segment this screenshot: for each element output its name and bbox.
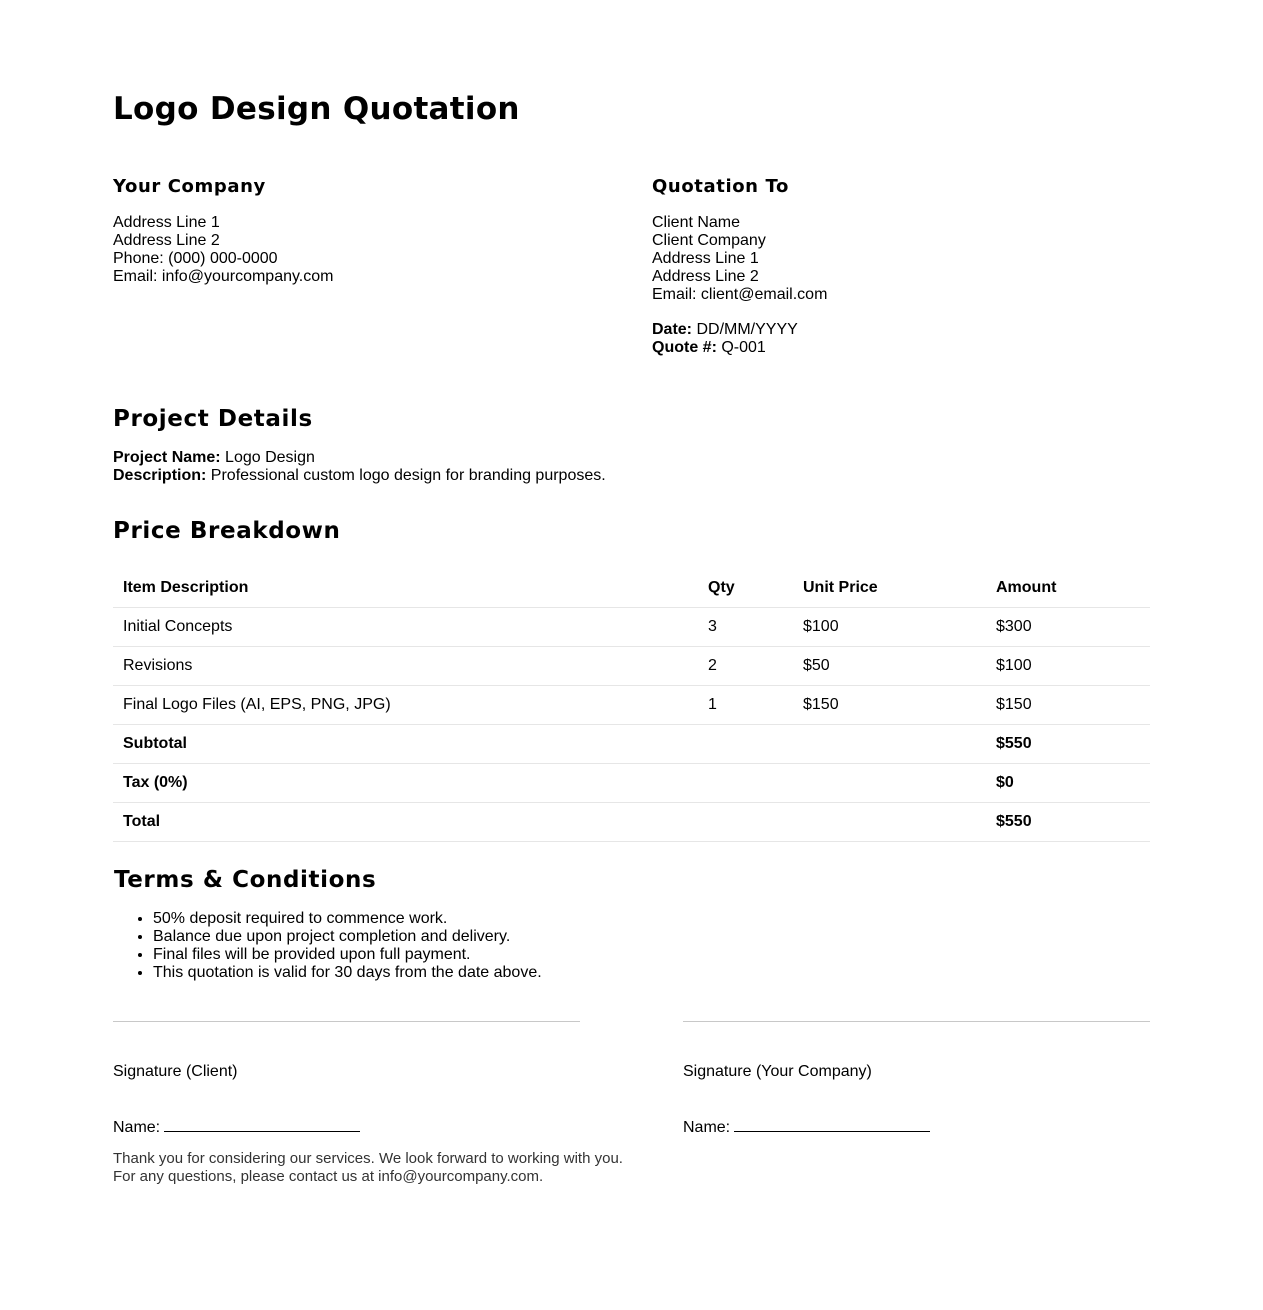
client-signature-label: Signature (Client) [113,1063,238,1080]
table-header-row [113,569,1150,608]
item-unit-price: $100 [793,608,986,647]
company-address-line-1: Address Line 1 [113,214,220,231]
company-signature-label: Signature (Your Company) [683,1063,872,1080]
table-row [113,608,1150,647]
name-label: Name: [683,1119,731,1136]
tax-label: Tax (0%) [113,764,986,803]
company-heading: Your Company [113,176,266,197]
document-title: Logo Design Quotation [113,91,520,127]
signature-line [113,1021,580,1022]
item-qty: 3 [698,608,793,647]
client-heading: Quotation To [652,176,789,197]
project-details [113,405,606,485]
subtotal-label: Subtotal [113,725,986,764]
terms-and-conditions [114,866,542,982]
item-amount: $100 [986,647,1150,686]
item-unit-price: $150 [793,686,986,725]
item-description: Final Logo Files (AI, EPS, PNG, JPG) [113,686,698,725]
project-name [113,449,606,467]
date-label: Date: [652,321,693,338]
date-value: DD/MM/YYYY [696,321,798,338]
tax-row [113,764,1150,803]
price-breakdown [113,517,1150,842]
footer-note [113,1150,623,1186]
table-row [113,686,1150,725]
terms-list [114,910,542,982]
client-name: Client Name [652,214,741,231]
client-address-line-1: Address Line 1 [652,250,759,267]
list-item: • Final files will be provided upon full payment. [153,946,542,964]
column-header: Unit Price [793,569,986,608]
client-address-line-2: Address Line 2 [652,268,759,285]
company-phone: Phone: (000) 000-0000 [113,250,278,267]
column-header: Item Description [113,569,698,608]
column-header: Qty [698,569,793,608]
project-description-label: Description: [113,467,207,484]
project-description-value: Professional custom logo design for branding purposes. [210,467,606,484]
name-label: Name: [113,1119,161,1136]
total-amount: $550 [986,803,1150,842]
list-item: • Balance due upon project completion and delivery. [153,928,542,946]
project-description [113,467,606,485]
quote-number-label: Quote #: [652,339,717,356]
company-address-line-2: Address Line 2 [113,232,220,249]
total-row [113,803,1150,842]
footer-line-2: For any questions, please contact us at info@yourcompany.com. [113,1168,544,1185]
list-item: • This quotation is valid for 30 days from the date above. [153,964,542,982]
company-email: Email: info@yourcompany.com [113,268,334,285]
price-table [113,569,1150,842]
tax-amount: $0 [986,764,1150,803]
client-name-field [113,1117,580,1137]
client-company: Client Company [652,232,766,249]
company-signature-block [683,1021,1150,1137]
signature-line [683,1021,1150,1022]
project-name-label: Project Name: [113,449,221,466]
subtotal-row [113,725,1150,764]
total-label: Total [113,803,986,842]
project-name-value: Logo Design [225,449,315,466]
item-description: Revisions [113,647,698,686]
price-heading: Price Breakdown [113,518,341,544]
name-blank-line [164,1117,360,1132]
project-heading: Project Details [113,406,313,432]
subtotal-amount: $550 [986,725,1150,764]
item-amount: $300 [986,608,1150,647]
quote-date [652,321,1132,339]
client-signature-block [113,1021,580,1137]
list-item: • 50% deposit required to commence work. [153,910,542,928]
quote-number [652,339,1132,357]
item-qty: 2 [698,647,793,686]
client-block [652,176,1132,357]
item-amount: $150 [986,686,1150,725]
terms-heading: Terms & Conditions [114,867,377,893]
quote-number-value: Q-001 [721,339,766,356]
table-row [113,647,1150,686]
column-header: Amount [986,569,1150,608]
item-qty: 1 [698,686,793,725]
item-description: Initial Concepts [113,608,698,647]
client-email: Email: client@email.com [652,286,828,303]
name-blank-line [734,1117,930,1132]
company-name-field [683,1117,1150,1137]
footer-line-1: Thank you for considering our services. We look forward to working with you. [113,1150,623,1167]
company-block [113,176,593,286]
item-unit-price: $50 [793,647,986,686]
